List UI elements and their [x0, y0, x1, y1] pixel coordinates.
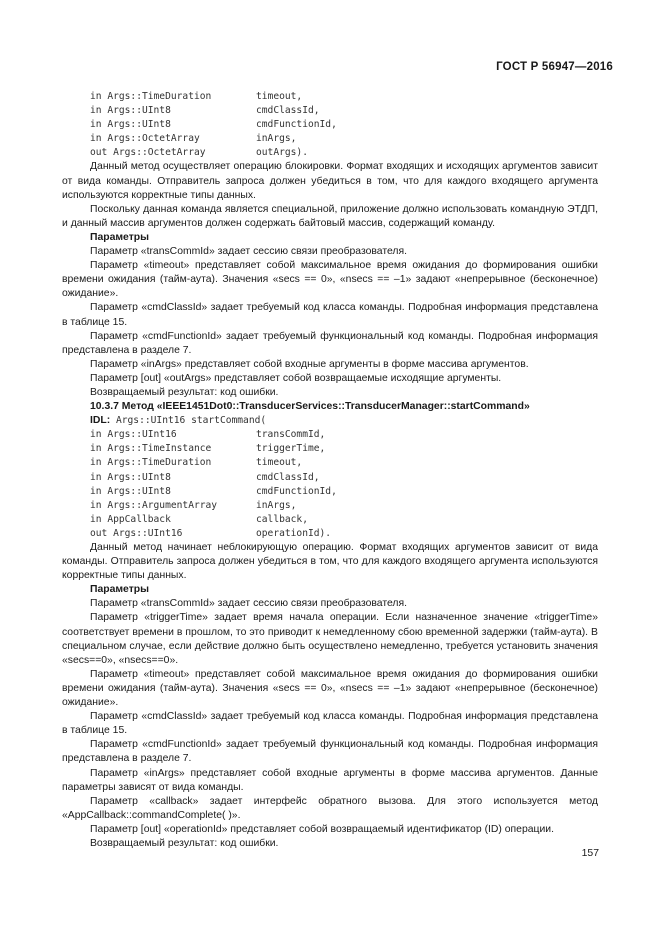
param-paragraph: Параметр «transCommId» задает сессию связи преобразователя.: [90, 246, 407, 258]
param-paragraph: Параметр «inArgs» представляет собой входные аргументы в форме массива аргументов.: [90, 358, 529, 370]
code-line: [62, 146, 598, 160]
code-arg-type: in Args::TimeDuration: [90, 457, 212, 469]
code-line: [62, 104, 598, 118]
code-arg-type: in Args::TimeDuration: [90, 91, 212, 102]
params-list-2: [62, 597, 598, 851]
standard-header: ГОСТ Р 56947—2016: [496, 61, 613, 73]
code-line: [62, 442, 598, 456]
code-arg-name: operationId).: [256, 527, 332, 539]
code-arg-type: in Args::UInt16: [90, 429, 177, 441]
code-line: [62, 118, 598, 132]
code-line: [62, 513, 598, 527]
paragraph-method-description: Данный метод осуществляет операцию блокировки. Формат входящих и исходящих аргументов зависит от вида команды. Отправитель запроса должен убедиться в том, что для каждого входящего аргумента используются корректные типы данных.: [62, 161, 598, 201]
code-block-startcommand-args: [62, 428, 598, 541]
code-arg-type: in Args::TimeInstance: [90, 443, 212, 455]
params-heading-2: Параметры: [90, 584, 150, 596]
code-line: [62, 132, 598, 146]
code-line: [62, 485, 598, 499]
section-heading-startcommand: 10.3.7 Метод «IEEE1451Dot0::TransducerServices::TransducerManager::startCommand»: [90, 401, 530, 413]
param-paragraph: Параметр «timeout» представляет собой максимальное время ожидания до формирования ошибки времени ожидания (тайм-аута). Значения «secs == 0», «nsecs == –1» задают «непрерывное (бесконечное) ожидание».: [62, 668, 598, 709]
param-paragraph: Параметр [out] «operationId» представляет собой возвращаемый идентификатор (ID) операции.: [90, 823, 554, 835]
code-arg-name: cmdClassId,: [256, 105, 320, 117]
code-arg-type: out Args::OctetArray: [90, 147, 206, 159]
param-paragraph: Параметр «cmdFunctionId» задает требуемый функциональный код команды. Подробная информация представлена в разделе 7.: [62, 330, 598, 356]
code-arg-name: callback,: [256, 513, 308, 525]
code-arg-name: timeout,: [256, 91, 303, 102]
code-arg-type: in Args::UInt8: [90, 485, 171, 497]
page-content: [62, 90, 598, 851]
code-arg-type: in Args::OctetArray: [90, 133, 200, 145]
code-arg-name: transCommId,: [256, 429, 326, 441]
code-line: [62, 428, 598, 442]
code-arg-name: timeout,: [256, 457, 303, 469]
code-arg-name: cmdClassId,: [256, 471, 320, 483]
params-list: [62, 245, 598, 400]
idl-label: IDL:: [90, 415, 111, 427]
param-paragraph: Параметр «cmdFunctionId» задает требуемый функциональный код команды. Подробная информация представлена в разделе 7.: [62, 739, 598, 765]
code-line: [62, 499, 598, 513]
code-arg-type: in Args::UInt8: [90, 105, 171, 117]
code-arg-name: triggerTime,: [256, 443, 326, 455]
param-paragraph: Параметр «transCommId» задает сессию связи преобразователя.: [90, 598, 407, 610]
idl-signature-line: [62, 414, 598, 428]
param-paragraph: Параметр [out] «outArgs» представляет собой возвращаемые исходящие аргументы.: [90, 372, 502, 384]
code-arg-name: inArgs,: [256, 499, 297, 511]
param-paragraph: Параметр «inArgs» представляет собой входные аргументы в форме массива аргументов. Данные параметры зависят от вида команды.: [62, 767, 598, 793]
param-paragraph: Параметр «cmdClassId» задает требуемый код класса команды. Подробная информация представлена в таблице 15.: [62, 302, 598, 328]
code-arg-name: cmdFunctionId,: [256, 119, 337, 131]
params-heading: Параметры: [90, 231, 150, 243]
code-arg-type: in Args::ArgumentArray: [90, 499, 218, 511]
code-line: [62, 527, 598, 541]
code-arg-name: outArgs).: [256, 147, 308, 159]
param-paragraph: Возвращаемый результат: код ошибки.: [90, 837, 279, 849]
paragraph-special-command: Поскольку данная команда является специальной, приложение должно использовать командную ЭТДП, и данный массив аргументов должен содержать байтовый массив, содержащий команду.: [62, 203, 598, 229]
code-arg-type: out Args::UInt16: [90, 527, 183, 539]
code-arg-name: cmdFunctionId,: [256, 485, 337, 497]
param-paragraph: Параметр «callback» задает интерфейс обратного вызова. Для этого используется метод «AppCallback::commandComplete( )».: [62, 795, 598, 821]
code-line: [62, 90, 598, 104]
code-block-signature-tail: [62, 90, 598, 160]
page-number: 157: [581, 848, 599, 859]
code-arg-type: in Args::UInt8: [90, 119, 171, 131]
idl-first-line: Args::UInt16 startCommand(: [115, 415, 267, 427]
param-paragraph: Параметр «triggerTime» задает время начала операции. Если назначенное значение «triggerTime» соответствует времени в прошлом, то это приводит к немедленному сбою временной задержки (тайм-аута). В специальном случае, если действие должно быть осуществлено немедленно, требуется установить значения «secs==0», «nsecs==0».: [62, 612, 598, 666]
code-line: [62, 471, 598, 485]
code-line: [62, 456, 598, 470]
code-arg-name: inArgs,: [256, 133, 297, 145]
param-paragraph: Возвращаемый результат: код ошибки.: [90, 386, 279, 398]
paragraph-startcommand-description: Данный метод начинает неблокирующую операцию. Формат входящих аргументов зависит от вида команды. Отправитель запроса должен убедиться в том, что для каждого входящего аргумента используются корректные типы данных.: [62, 542, 598, 582]
code-arg-type: in AppCallback: [90, 513, 171, 525]
param-paragraph: Параметр «cmdClassId» задает требуемый код класса команды. Подробная информация представлена в таблице 15.: [62, 711, 598, 737]
param-paragraph: Параметр «timeout» представляет собой максимальное время ожидания до формирования ошибки времени ожидания (тайм-аута). Значения «secs == 0», «nsecs == –1» задают «непрерывное (бесконечное) ожидание».: [62, 260, 598, 300]
code-arg-type: in Args::UInt8: [90, 471, 171, 483]
